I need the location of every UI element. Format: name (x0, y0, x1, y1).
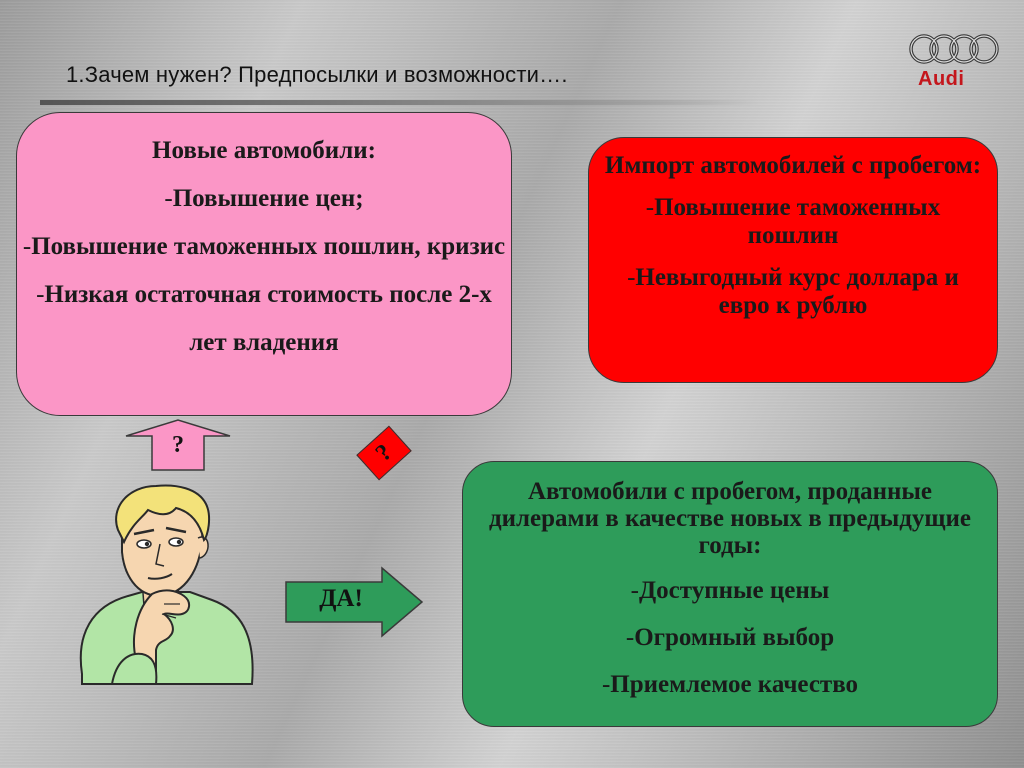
import-item: -Невыгодный курс доллара и евро к рублю (627, 264, 959, 319)
new-cars-heading: Новые автомобили: (152, 137, 376, 164)
import-heading: Импорт автомобилей с пробегом: (604, 152, 982, 179)
used-cars-item: -Приемлемое качество (601, 671, 859, 698)
new-cars-box (16, 112, 512, 416)
import-item: -Повышение таможенных пошлин (645, 194, 941, 249)
new-cars-item: -Низкая остаточная стоимость после 2-х лет владения (36, 281, 492, 356)
new-cars-item: -Повышение таможенных пошлин, кризис (22, 233, 506, 260)
used-cars-item: -Доступные цены (630, 577, 830, 604)
question-tag: ? (356, 426, 411, 481)
slide-title: 1.Зачем нужен? Предпосылки и возможности…. (66, 62, 568, 87)
used-cars-item: -Огромный выбор (625, 624, 835, 651)
title-divider (40, 100, 760, 105)
used-cars-box (462, 461, 998, 727)
thinking-man-icon (72, 484, 258, 688)
import-box (588, 137, 998, 383)
new-cars-item: -Повышение цен; (164, 185, 364, 212)
up-arrow-label: ? (172, 432, 184, 458)
logo-wordmark: Audi (918, 68, 965, 90)
right-arrow-label: ДА! (319, 585, 363, 612)
used-cars-heading: Автомобили с пробегом, проданные дилерами в качестве новых в предыдущие годы: (488, 478, 972, 559)
